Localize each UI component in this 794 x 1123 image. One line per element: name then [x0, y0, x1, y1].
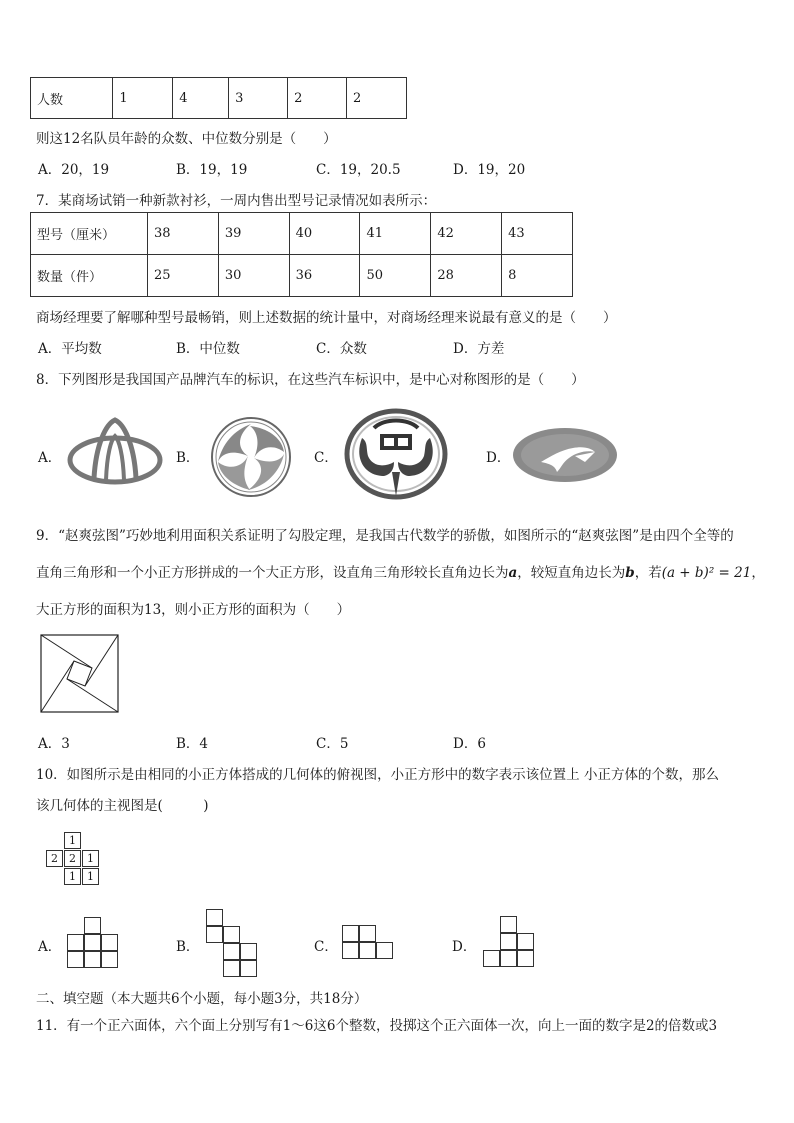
table-cell: 2 — [288, 78, 347, 119]
option-b: B．中位数 — [176, 341, 240, 357]
option-a: A．3 — [38, 736, 70, 752]
table-cell: 40 — [289, 213, 360, 255]
option-c: C．19，20.5 — [316, 162, 401, 178]
car-logo-c-icon — [344, 408, 448, 500]
option-d-label: D． — [486, 450, 511, 466]
cube-cell — [84, 917, 101, 934]
cube-cell — [67, 934, 84, 951]
cube-cell — [206, 909, 223, 926]
var-a: a — [508, 565, 518, 581]
table-row — [31, 255, 573, 297]
age-count-table — [30, 77, 407, 119]
cube-cell — [223, 926, 240, 943]
table-cell: 41 — [360, 213, 431, 255]
option-c-label: C． — [314, 939, 338, 955]
q10-line1: 10．如图所示是由相同的小正方体搭成的几何体的俯视图，小正方形中的数字表示该位置上 小正方体的个数，那么 — [36, 767, 719, 783]
table-row — [31, 213, 573, 255]
option-c-label: C． — [314, 450, 338, 466]
q10-line2: 该几何体的主视图是( ) — [36, 798, 209, 814]
cube-cell — [206, 926, 223, 943]
option-d-label: D． — [452, 939, 477, 955]
option-b-label: B． — [176, 939, 200, 955]
grid-cell: 2 — [64, 850, 81, 867]
cube-cell — [84, 934, 101, 951]
q11-stem: 11．有一个正六面体，六个面上分别写有1～6这6个整数，投掷这个正六面体一次，向上一面的数字是2的倍数或3 — [36, 1018, 718, 1034]
cube-cell — [483, 950, 500, 967]
cube-cell — [500, 916, 517, 933]
front-view-c — [342, 925, 398, 963]
q9-line2-text: ，较短直角边长为 — [517, 565, 626, 581]
option-a-label: A． — [38, 939, 62, 955]
option-b: B．19，19 — [176, 162, 248, 178]
option-d: D．方差 — [453, 341, 505, 357]
table-cell: 42 — [431, 213, 502, 255]
option-a-label: A． — [38, 450, 62, 466]
cube-cell — [376, 942, 393, 959]
grid-cell: 2 — [46, 850, 63, 867]
cube-cell — [84, 951, 101, 968]
q9-line3: 大正方形的面积为13，则小正方形的面积为（ ） — [36, 602, 351, 618]
cube-cell — [342, 925, 359, 942]
cube-cell — [517, 933, 534, 950]
section-heading: 二、填空题（本大题共6个小题，每小题3分，共18分） — [36, 991, 368, 1007]
cube-cell — [67, 951, 84, 968]
cube-cell — [223, 960, 240, 977]
zhao-shuang-diagram — [40, 634, 120, 714]
cube-cell — [500, 933, 517, 950]
q9-line2-text: ，若 — [634, 565, 662, 581]
top-view-grid — [44, 832, 104, 888]
cube-cell — [240, 943, 257, 960]
car-logo-b-icon — [208, 416, 294, 498]
table-cell: 3 — [229, 78, 288, 119]
cube-cell — [101, 951, 118, 968]
cube-cell — [342, 942, 359, 959]
cube-cell — [359, 925, 376, 942]
grid-cell: 1 — [64, 832, 81, 849]
option-b: B．4 — [176, 736, 209, 752]
car-logo-d-icon — [511, 426, 619, 484]
var-b: b — [625, 565, 635, 581]
q6-question: 则这12名队员年龄的众数、中位数分别是（ ） — [36, 131, 337, 147]
cube-cell — [240, 960, 257, 977]
grid-cell: 1 — [82, 850, 99, 867]
table-cell: 30 — [218, 255, 289, 297]
option-b-label: B． — [176, 450, 200, 466]
cube-cell — [223, 943, 240, 960]
table-cell: 36 — [289, 255, 360, 297]
option-d: D．19，20 — [453, 162, 526, 178]
table-cell: 39 — [218, 213, 289, 255]
cube-cell — [500, 950, 517, 967]
q8-stem: 8．下列图形是我国国产品牌汽车的标识，在这些汽车标识中，是中心对称图形的是（ ） — [36, 372, 585, 388]
table-cell: 25 — [148, 255, 219, 297]
table-cell: 1 — [113, 78, 173, 119]
table-cell: 数量（件） — [31, 255, 148, 297]
front-view-d — [483, 916, 539, 970]
cube-cell — [101, 934, 118, 951]
table-cell: 8 — [502, 255, 573, 297]
car-logo-a-icon — [66, 414, 164, 490]
table-cell: 38 — [148, 213, 219, 255]
q7-stem: 7．某商场试销一种新款衬衫，一周内售出型号记录情况如表所示： — [36, 193, 437, 209]
table-cell: 50 — [360, 255, 431, 297]
grid-cell: 1 — [82, 868, 99, 885]
q7-question: 商场经理要了解哪种型号最畅销，则上述数据的统计量中，对商场经理来说最有意义的是（ ） — [36, 310, 617, 326]
table-cell: 43 — [502, 213, 573, 255]
option-d: D．6 — [453, 736, 486, 752]
table-cell: 2 — [347, 78, 407, 119]
cube-cell — [517, 950, 534, 967]
front-view-b — [206, 909, 262, 979]
shirt-size-table — [30, 212, 573, 297]
q9-line2 — [36, 561, 765, 581]
option-a: A．平均数 — [38, 341, 102, 357]
front-view-a — [67, 917, 123, 971]
option-c: C．5 — [316, 736, 349, 752]
option-c: C．众数 — [316, 341, 367, 357]
table-cell: 人数 — [31, 78, 113, 119]
option-a: A．20，19 — [38, 162, 110, 178]
table-cell: 型号（厘米） — [31, 213, 148, 255]
q9-line2-text: ， — [751, 565, 765, 581]
table-cell: 4 — [173, 78, 229, 119]
q9-line2-text: 直角三角形和一个小正方形拼成的一个大正方形，设直角三角形较长直角边长为 — [36, 565, 509, 581]
formula: (a + b)² = 21 — [661, 565, 752, 581]
table-cell: 28 — [431, 255, 502, 297]
q9-line1: 9．“赵爽弦图”巧妙地利用面积关系证明了勾股定理，是我国古代数学的骄傲，如图所示的“赵爽弦图”是由四个全等的 — [36, 528, 734, 544]
cube-cell — [359, 942, 376, 959]
grid-cell: 1 — [64, 868, 81, 885]
table-row — [31, 78, 407, 119]
